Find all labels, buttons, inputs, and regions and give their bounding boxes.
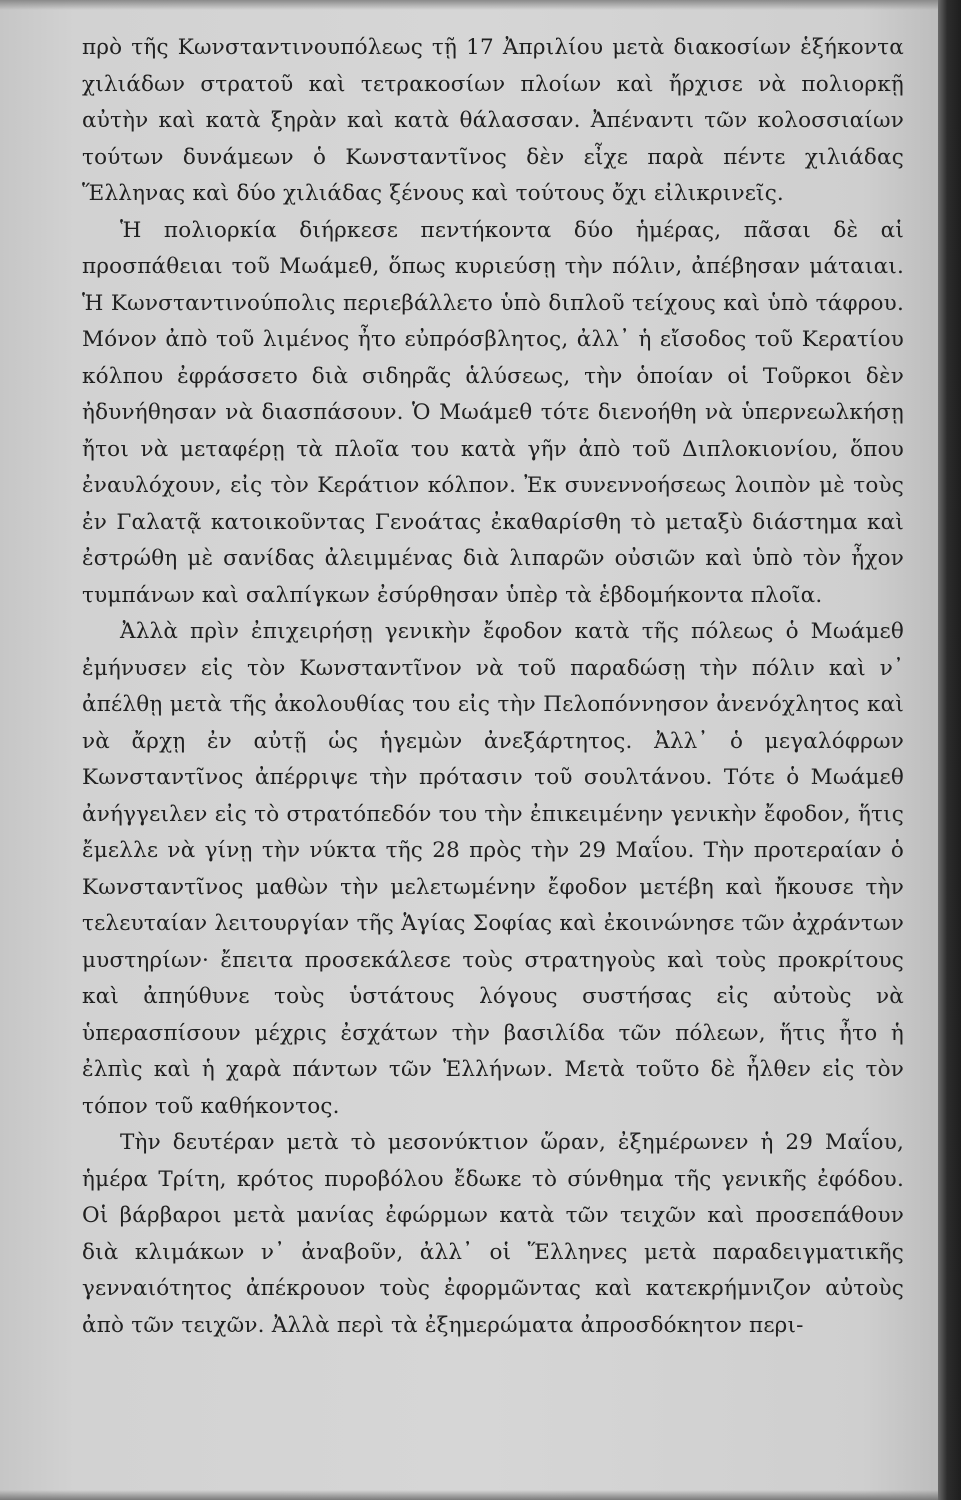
paragraph-3: Ἀλλὰ πρὶν ἐπιχειρήσῃ γενικὴν ἔφοδον κατὰ τῆς πόλεως ὁ Μωάμεθ ἐμήνυσεν εἰς τὸν Κωνσταντῖνον νὰ τοῦ παραδώσῃ τὴν πόλιν καὶ ν᾽ ἀπέλθῃ μετὰ τῆς ἀκολουθίας του εἰς τὴν Πελοπόννησον ἀνενόχλητος καὶ νὰ ἄρχῃ ἐν αὐτῇ ὡς ἡγεμὼν ἀνεξάρτητος. Ἀλλ᾽ ὁ μεγαλόφρων Κωνσταντῖνος ἀπέρριψε τὴν πρότασιν τοῦ σουλτάνου. Τότε ὁ Μωάμεθ ἀνήγγειλεν εἰς τὸ στρατόπεδόν του τὴν ἐπικειμένην γενικὴν ἔφοδον, ἥτις ἔμελλε νὰ γίνῃ τὴν νύκτα τῆς 28 πρὸς τὴν 29 Μαΐου. Τὴν προτεραίαν ὁ Κωνσταντῖνος μαθὼν τὴν μελετωμένην ἔφοδον μετέβη καὶ ἤκουσε τὴν τελευταίαν λειτουργίαν τῆς Ἁγίας Σοφίας καὶ ἐκοινώνησε τῶν ἀχράντων μυστηρίων· ἔπειτα προσεκάλεσε τοὺς στρατηγοὺς καὶ τοὺς προκρίτους καὶ ἀπηύθυνε τοὺς ὑστάτους λόγους συστήσας εἰς αὐτοὺς νὰ ὑπερασπίσουν μέχρις ἐσχάτων τὴν βασιλίδα τῶν πόλεων, ἥτις ἦτο ἡ ἐλπὶς καὶ ἡ χαρὰ πάντων τῶν Ἑλλήνων. Μετὰ τοῦτο δὲ ἦλθεν εἰς τὸν τόπον τοῦ καθήκοντος. [82, 619, 904, 1119]
paragraph-2: Ἡ πολιορκία διήρκεσε πεντήκοντα δύο ἡμέρας, πᾶσαι δὲ αἱ προσπάθειαι τοῦ Μωάμεθ, ὅπως κυριεύσῃ τὴν πόλιν, ἀπέβησαν μάταιαι. Ἡ Κωνσταντινούπολις περιεβάλλετο ὑπὸ διπλοῦ τείχους καὶ ὑπὸ τάφρου. Μόνον ἀπὸ τοῦ λιμένος ἦτο εὐπρόσβλητος, ἀλλ᾽ ἡ εἴσοδος τοῦ Κερατίου κόλπου ἐφράσσετο διὰ σιδηρᾶς ἁλύσεως, τὴν ὁποίαν οἱ Τοῦρκοι δὲν ἠδυνήθησαν νὰ διασπάσουν. Ὁ Μωάμεθ τότε διενοήθη νὰ ὑπερνεωλκήσῃ ἤτοι νὰ μεταφέρῃ τὰ πλοῖα του κατὰ γῆν ἀπὸ τοῦ Διπλοκιονίου, ὅπου ἐναυλόχουν, εἰς τὸν Κεράτιον κόλπον. Ἐκ συνεννοήσεως λοιπὸν μὲ τοὺς ἐν Γαλατᾷ κατοικοῦντας Γενοάτας ἐκαθαρίσθη τὸ μεταξὺ διάστημα καὶ ἐστρώθη μὲ σανίδας ἀλειμμένας διὰ λιπαρῶν οὐσιῶν καὶ ὑπὸ τὸν ἦχον τυμπάνων καὶ σαλπίγκων ἐσύρθησαν ὑπὲρ τὰ ἑβδομήκοντα πλοῖα. [82, 217, 904, 608]
paragraph-1: πρὸ τῆς Κωνσταντινουπόλεως τῇ 17 Ἀπριλίου μετὰ διακοσίων ἑξήκοντα χιλιάδων στρατοῦ καὶ τετρακοσίων πλοίων καὶ ἤρχισε νὰ πολιορκῇ αὐτὴν καὶ κατὰ ξηρὰν καὶ κατὰ θάλασσαν. Ἀπέναντι τῶν κολοσσιαίων τούτων δυνάμεων ὁ Κωνσταντῖνος δὲν εἶχε παρὰ πέντε χιλιάδας Ἕλληνας καὶ δύο χιλιάδας ξένους καὶ τούτους ὄχι εἰλικρινεῖς. [82, 35, 904, 206]
body-text [82, 30, 904, 1344]
page-top-edge [0, 0, 961, 10]
scan-right-edge [938, 0, 961, 1500]
paragraph-4: Τὴν δευτέραν μετὰ τὸ μεσονύκτιον ὥραν, ἐξημέρωνεν ἡ 29 Μαΐου, ἡμέρα Τρίτη, κρότος πυροβόλου ἔδωκε τὸ σύνθημα τῆς γενικῆς ἐφόδου. Οἱ βάρβαροι μετὰ μανίας ἐφώρμων κατὰ τῶν τειχῶν καὶ προσεπάθουν διὰ κλιμάκων ν᾽ ἀναβοῦν, ἀλλ᾽ οἱ Ἕλληνες μετὰ παραδειγματικῆς γενναιότητος ἀπέκρουον τοὺς ἐφορμῶντας καὶ κατεκρήμνιζον αὐτοὺς ἀπὸ τῶν τειχῶν. Ἀλλὰ περὶ τὰ ἐξημερώματα ἀπροσδόκητον περι- [82, 1130, 904, 1338]
page-bottom-edge [0, 1490, 961, 1500]
